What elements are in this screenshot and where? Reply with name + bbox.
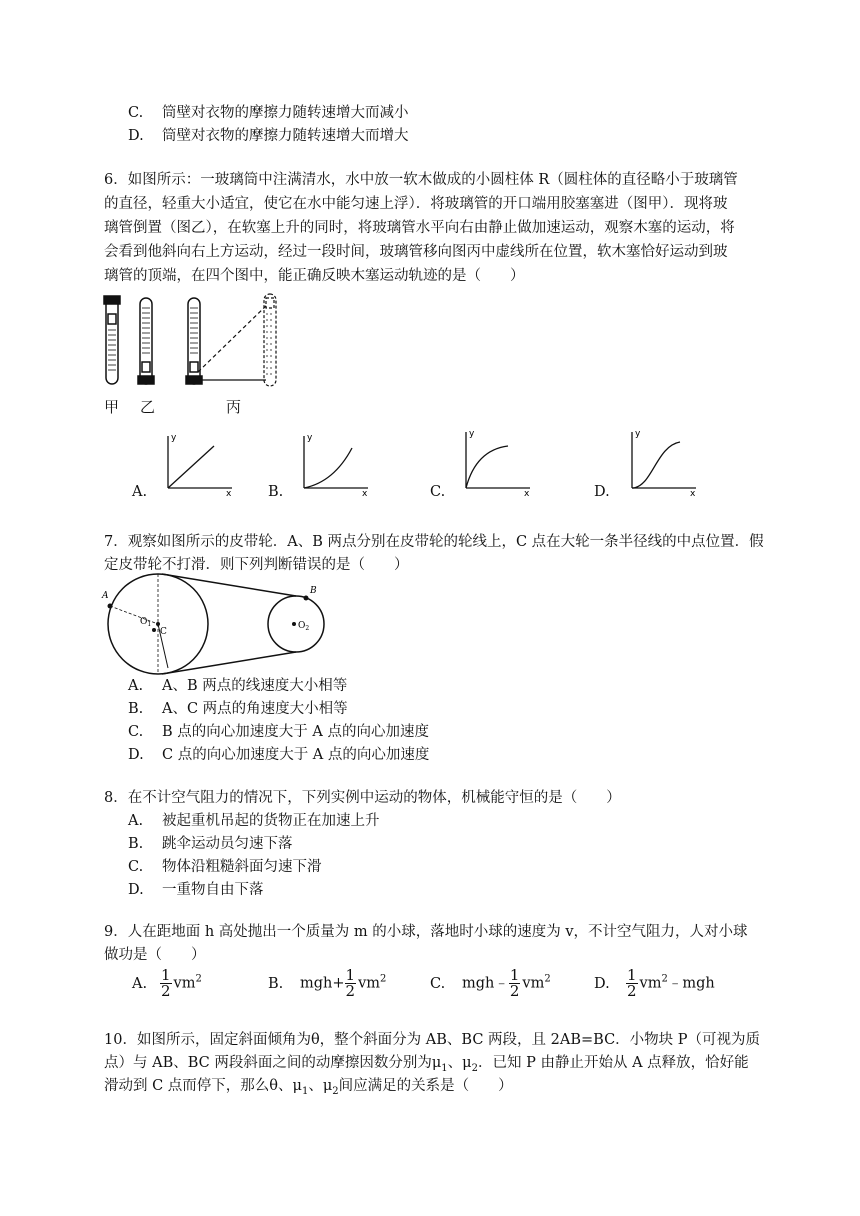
fraction-denominator: 2 [161,982,171,1000]
belt-bottom [162,652,296,674]
exponent: 2 [544,973,551,985]
q8-option-d [128,880,264,900]
q9-stem-line-2: 做功是（ ） [104,947,206,963]
q9-stem-line-1: 9．人在距地面 h 高处抛出一个质量为 m 的小球，落地时小球的速度为 v，不计空气阻力，人对小球 [104,924,748,940]
option-text: A、B 两点的线速度大小相等 [162,678,348,694]
q6-graph-c [456,426,536,499]
fraction-half [160,968,172,999]
q10-stem-line-2 [104,1053,749,1079]
option-text: 一重物自由下落 [162,882,264,898]
fraction-numerator: 1 [345,966,356,984]
label-o2: $O_2$ [298,621,310,632]
fraction-denominator: 2 [627,982,637,1000]
q6-stem-line-5: 璃管的顶端，在四个图中，能正确反映木塞运动轨迹的是（ ） [104,268,525,284]
option-label: B. [128,836,144,852]
center-o2 [292,622,296,626]
subscript: 2 [471,1062,478,1074]
y-axis-label: y [469,429,475,439]
q10-stem-line-1: 10．如图所示，固定斜面倾角为θ，整个斜面分为 AB、BC 两段，且 2AB=BC．小物块 P（可视为质 [104,1032,761,1048]
q6-graph-d [622,426,702,499]
q6-stem-line-2: 的直径，轻重大小适宜，使它在水中能匀速上浮）．将玻璃管的开口端用胶塞塞进（图甲）．现将玻 [104,196,728,212]
option-term: vm [173,975,196,992]
q7-option-b [128,699,348,719]
q6-option-c-label: C. [430,484,446,500]
exponent: 2 [380,973,387,985]
q6-stem-line-1: 6．如图所示：一玻璃筒中注满清水，水中放一软木做成的小圆柱体 R（圆柱体的直径略小于玻璃管 [104,172,738,188]
q5-option-c [128,103,409,123]
option-term: vm [639,975,662,992]
label-jia: 甲 [104,398,120,416]
subscript: 1 [301,1085,309,1097]
option-label: D. [594,975,610,992]
option-term: vm [522,975,545,992]
fraction-numerator: 1 [627,966,637,984]
q8-option-a [128,811,380,831]
x-axis-label: x [226,489,232,499]
option-term: vm [358,975,381,992]
option-label: A. [128,813,144,829]
center-o1 [156,622,160,626]
fraction-numerator: 1 [161,966,171,984]
q6-stem-line-3: 璃管倒置（图乙），在软塞上升的同时，将玻璃管水平向右由静止做加速运动，观察木塞的运动，将 [104,220,735,236]
text-segment: 、μ [308,1078,333,1094]
trajectory-dashed-line [198,304,268,372]
q9-option-b [268,968,386,999]
subscript: 1 [441,1062,448,1074]
tube-bing-dashed [264,294,276,386]
trajectory-concave-down [466,446,508,488]
option-label: C. [128,859,144,875]
q8-option-b [128,834,293,854]
fraction-half [509,968,521,999]
option-text: 跳伞运动员匀速下落 [162,836,293,852]
q10-stem-line-3 [104,1076,513,1102]
belt-top [162,574,296,596]
x-axis-label: x [690,489,696,499]
option-label: D. [128,128,144,144]
q6-tube-figure [100,292,300,392]
trajectory-s-curve [632,442,680,488]
q7-stem-line-2: 定皮带轮不打滑．则下列判断错误的是（ ） [104,557,409,573]
option-label: B. [128,701,144,717]
option-text: C 点的向心加速度大于 A 点的向心加速度 [162,747,430,763]
q6-graph-a [158,430,238,499]
option-prefix: mgh﹣ [462,975,509,992]
option-text: 被起重机吊起的货物正在加速上升 [162,813,380,829]
tube-jia [104,296,120,384]
label-yi: 乙 [140,398,156,416]
q6-stem-line-4: 会看到他斜向右上方运动，经过一段时间，玻璃管移向图丙中虚线所在位置，软木塞恰好运动到玻 [104,244,728,260]
option-text: 筒壁对衣物的摩擦力随转速增大而增大 [162,128,409,144]
y-axis-label: y [307,433,313,443]
tube-yi [138,298,154,384]
q7-pulley-figure [100,584,340,668]
point-b [304,596,309,601]
q6-option-d-label: D. [594,484,610,500]
text-segment: 点）与 AB、BC 两段斜面之间的动摩擦因数分别为μ [104,1055,442,1071]
fraction-half [626,968,638,999]
label-c: C [160,627,167,637]
fraction-denominator: 2 [509,982,520,1000]
text-segment: 间应满足的关系是（ ） [338,1078,513,1094]
subscript: 2 [332,1085,339,1097]
q6-graph-b [294,430,374,499]
option-text: B 点的向心加速度大于 A 点的向心加速度 [162,724,429,740]
label-o1: $O_1$ [140,617,152,628]
point-a [108,604,113,609]
trajectory-straight [168,446,214,488]
text-segment: 滑动到 C 点而停下，那么θ、μ [104,1078,302,1094]
option-prefix: mgh+ [300,975,345,992]
exponent: 2 [661,973,668,985]
q9-option-c [430,968,551,999]
q5-option-d [128,126,409,146]
q8-stem: 8．在不计空气阻力的情况下，下列实例中运动的物体，机械能守恒的是（ ） [104,790,621,806]
option-text: 筒壁对衣物的摩擦力随转速增大而减小 [162,105,409,121]
q7-option-d [128,745,429,765]
trajectory-concave-up [304,448,352,488]
fraction-denominator: 2 [345,982,356,1000]
exponent: 2 [195,973,202,985]
option-label: A. [128,678,144,694]
option-text: 物体沿粗糙斜面匀速下滑 [162,859,322,875]
option-suffix: ﹣mgh [667,975,715,992]
text-segment: 、μ [447,1055,472,1071]
label-bing: 丙 [226,398,242,416]
fraction-numerator: 1 [509,966,520,984]
x-axis-label: x [362,489,368,499]
text-segment: ．已知 P 由静止开始从 A 点释放，恰好能 [477,1055,749,1071]
q6-option-b-label: B. [268,484,284,500]
q7-stem-line-1: 7．观察如图所示的皮带轮．A、B 两点分别在皮带轮的轮线上，C 点在大轮一条半径线的中点位置．假 [104,534,764,550]
option-label: C. [128,724,144,740]
q8-option-c [128,857,322,877]
point-c [152,628,156,632]
q9-option-a [132,968,202,999]
label-b: B [310,586,317,596]
fraction-half [345,968,357,999]
option-label: D. [128,747,144,763]
y-axis-label: y [171,433,177,443]
q9-option-d [594,968,715,999]
option-text: A、C 两点的角速度大小相等 [162,701,348,717]
option-label: A. [132,975,148,992]
option-label: B. [268,975,284,992]
x-axis-label: x [524,489,530,499]
q7-option-a [128,676,347,696]
q6-option-a-label: A. [132,484,148,500]
label-a: A [102,591,109,601]
option-label: D. [128,882,144,898]
y-axis-label: y [635,429,641,439]
option-label: C. [430,975,446,992]
q7-option-c [128,722,429,742]
option-label: C. [128,105,144,121]
